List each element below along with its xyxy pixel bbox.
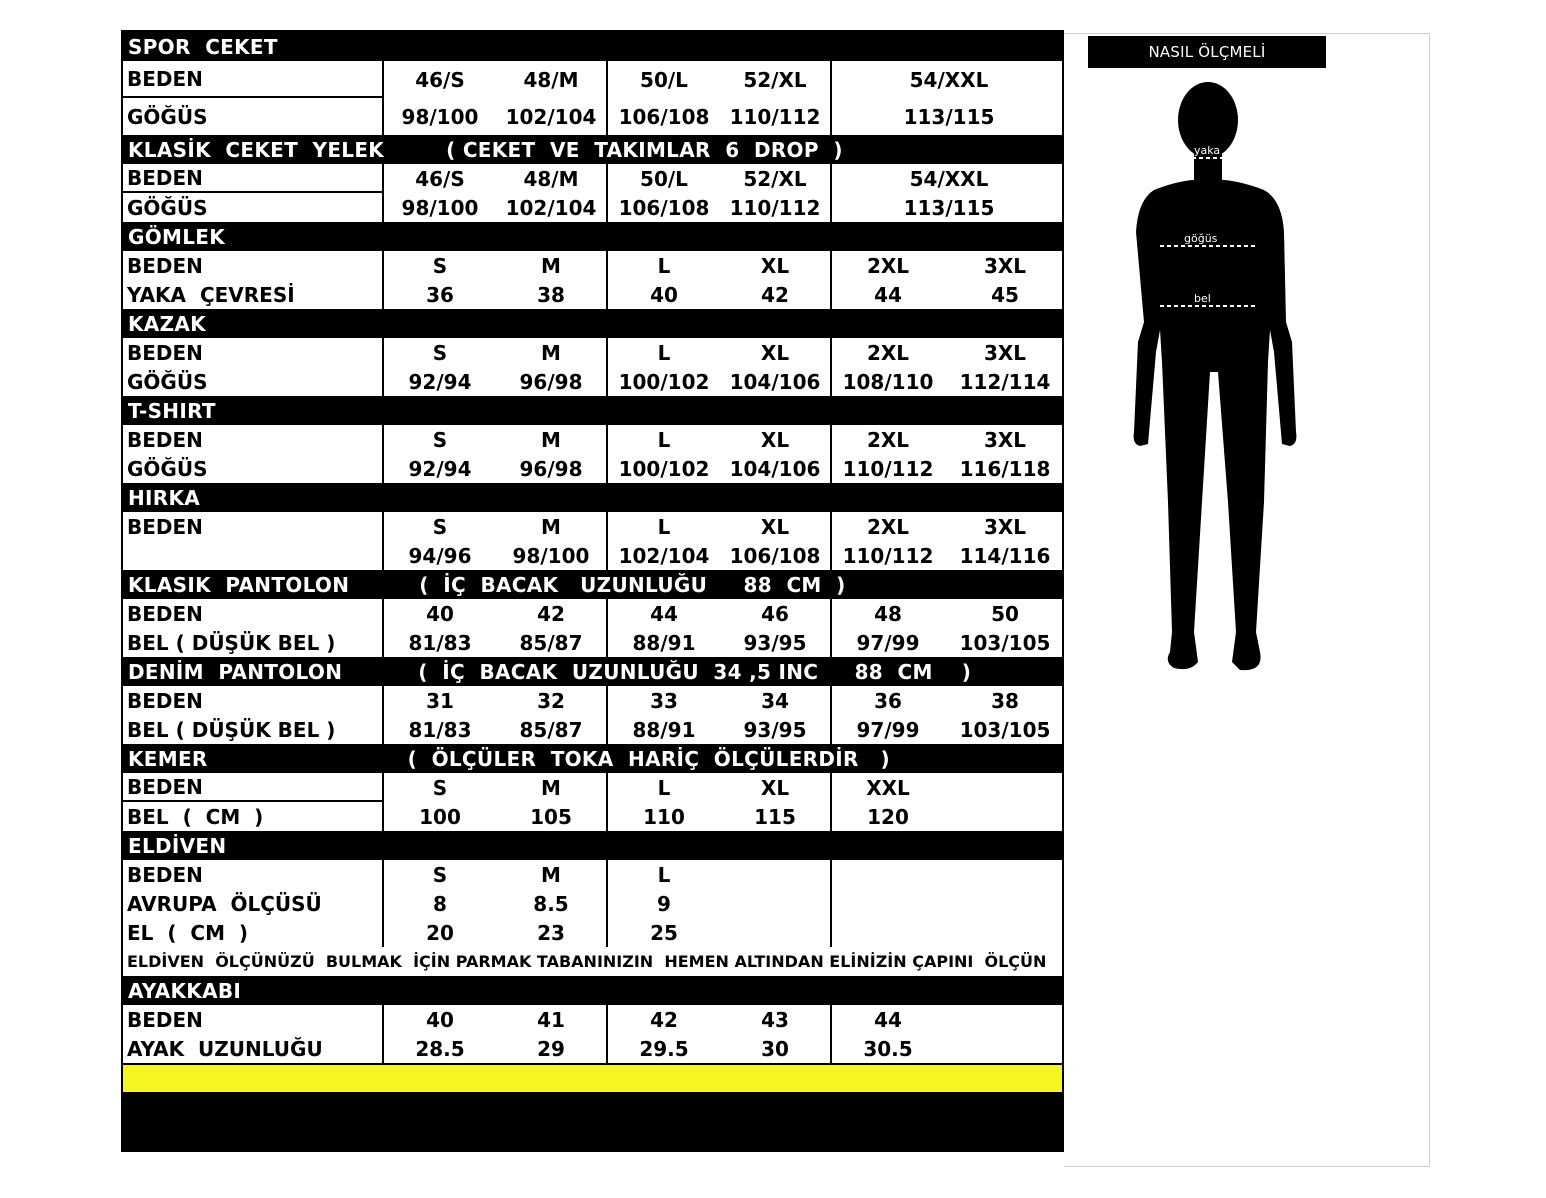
table-cell: L	[657, 514, 671, 539]
table-cell	[832, 860, 1066, 889]
section-title: HIRKA	[128, 485, 201, 510]
row-label: YAKA ÇEVRESİ	[123, 280, 384, 309]
table-row	[123, 686, 1062, 715]
table-cell: 103/105	[959, 717, 1051, 742]
table-cell: 44	[874, 282, 902, 307]
table-cell: 42	[650, 1007, 678, 1032]
table-row	[123, 61, 1062, 98]
table-cell: 3XL	[983, 340, 1027, 365]
table-cell: 44	[874, 1007, 902, 1032]
table-cell: 45	[991, 282, 1019, 307]
table-cell: XL	[720, 773, 832, 802]
table-cell: XL	[720, 512, 832, 541]
table-cell: 42	[720, 280, 832, 309]
table-row	[123, 425, 1062, 454]
table-cell: 108/110	[842, 369, 934, 394]
table-cell: 98/100	[401, 195, 479, 220]
table-cell: 88/91	[632, 630, 696, 655]
table-cell: 50/L	[640, 166, 688, 191]
section-title: GÖMLEK	[128, 224, 226, 249]
table-cell: 30	[720, 1034, 832, 1063]
table-cell: 94/96	[408, 543, 472, 568]
section-title: AYAKKABI	[128, 978, 242, 1003]
table-cell: 2XL	[866, 514, 910, 539]
table-cell: XL	[720, 251, 832, 280]
row-label: BEDEN	[123, 425, 384, 454]
table-cell: 110/112	[720, 98, 832, 135]
table-cell: 102/104	[618, 543, 710, 568]
table-cell: 40	[426, 601, 454, 626]
how-to-measure-panel	[1064, 33, 1430, 1167]
row-label: BEDEN	[123, 338, 384, 367]
section-header-eldiven	[123, 831, 1062, 860]
table-cell: S	[432, 427, 448, 452]
table-cell: S	[432, 775, 448, 800]
table-cell: S	[432, 340, 448, 365]
table-cell: 40	[650, 282, 678, 307]
section-title: KLASİK CEKET YELEK	[128, 137, 385, 162]
waist-label: bel	[1194, 292, 1211, 305]
footer-band	[123, 1092, 1062, 1152]
table-cell: 36	[874, 688, 902, 713]
table-cell: 23	[496, 918, 608, 947]
section-header-kazak	[123, 309, 1062, 338]
table-cell: XXL	[866, 775, 910, 800]
table-cell: M	[496, 860, 608, 889]
row-label: GÖĞÜS	[123, 193, 384, 222]
neck-label: yaka	[1194, 144, 1221, 157]
table-row	[123, 338, 1062, 367]
row-label: BEDEN	[123, 860, 384, 889]
table-cell: 106/108	[720, 541, 832, 570]
table-row	[123, 918, 1062, 947]
table-cell: 29	[496, 1034, 608, 1063]
table-cell: 81/83	[408, 630, 472, 655]
table-cell: S	[432, 862, 448, 887]
table-cell: 31	[426, 688, 454, 713]
row-label: BEDEN	[123, 164, 384, 193]
row-label: GÖĞÜS	[123, 367, 384, 396]
table-cell: 110	[643, 804, 685, 829]
section-title: T-SHIRT	[128, 398, 216, 423]
table-cell: 29.5	[639, 1036, 689, 1061]
table-row	[123, 251, 1062, 280]
row-label: BEDEN	[123, 599, 384, 628]
section-title: KLASIK PANTOLON	[128, 572, 350, 597]
table-row	[123, 889, 1062, 918]
table-cell: 8	[433, 891, 447, 916]
table-cell: 110/112	[720, 193, 832, 222]
glove-measuring-note: ELDİVEN ÖLÇÜNÜZÜ BULMAK İÇİN PARMAK TABANINIZIN HEMEN ALTINDAN ELİNİZİN ÇAPINI ÖLÇÜN	[127, 952, 1047, 971]
table-cell: 112/114	[959, 369, 1051, 394]
row-label	[123, 541, 384, 570]
table-cell: 25	[650, 920, 678, 945]
table-cell: 50/L	[640, 67, 688, 92]
row-label: BEDEN	[123, 686, 384, 715]
section-note: ( İÇ BACAK UZUNLUĞU 88 CM )	[419, 572, 846, 597]
table-cell: 2XL	[866, 253, 910, 278]
row-label: BEL ( DÜŞÜK BEL )	[123, 715, 384, 744]
section-title: DENİM PANTOLON	[128, 659, 343, 684]
table-cell: 106/108	[618, 195, 710, 220]
table-cell: XL	[720, 425, 832, 454]
table-cell: 115	[720, 802, 832, 831]
table-cell: 105	[496, 802, 608, 831]
table-cell: L	[657, 253, 671, 278]
table-cell: 28.5	[415, 1036, 465, 1061]
table-cell: 48/M	[496, 164, 608, 193]
table-cell: 32	[496, 686, 608, 715]
yellow-band	[123, 1063, 1062, 1092]
table-cell: 81/83	[408, 717, 472, 742]
row-label: AVRUPA ÖLÇÜSÜ	[123, 889, 384, 918]
table-cell: 52/XL	[720, 164, 832, 193]
row-label: BEDEN	[123, 512, 384, 541]
section-header-ayakkabi	[123, 976, 1062, 1005]
body-silhouette-icon	[1114, 72, 1314, 692]
table-cell: 38	[496, 280, 608, 309]
section-title: KEMER	[128, 746, 208, 771]
table-row	[123, 715, 1062, 744]
table-cell: M	[496, 773, 608, 802]
table-cell: 100/102	[618, 369, 710, 394]
row-label: BEDEN	[123, 773, 384, 802]
table-row	[123, 367, 1062, 396]
table-cell: 97/99	[856, 717, 920, 742]
table-cell: 40	[426, 1007, 454, 1032]
table-cell: 98/100	[496, 541, 608, 570]
table-cell: 42	[496, 599, 608, 628]
table-cell: 98/100	[401, 104, 479, 129]
table-cell: 20	[426, 920, 454, 945]
table-row	[123, 1005, 1062, 1034]
table-row	[123, 628, 1062, 657]
section-header-denim-pantolon	[123, 657, 1062, 686]
table-row	[123, 541, 1062, 570]
table-cell: 97/99	[856, 630, 920, 655]
table-cell	[720, 860, 832, 889]
table-cell: M	[496, 251, 608, 280]
table-row	[123, 164, 1062, 193]
table-cell: 100/102	[618, 456, 710, 481]
table-cell: L	[657, 862, 671, 887]
table-cell: 54/XXL	[909, 166, 989, 191]
table-row	[123, 860, 1062, 889]
table-cell: 88/91	[632, 717, 696, 742]
section-header-spor-ceket	[123, 32, 1062, 61]
table-cell: 92/94	[408, 456, 472, 481]
row-label: AYAK UZUNLUĞU	[123, 1034, 384, 1063]
row-label: EL ( CM )	[123, 918, 384, 947]
table-cell: L	[657, 340, 671, 365]
table-cell: 2XL	[866, 340, 910, 365]
table-row	[123, 193, 1062, 222]
row-label: BEL ( CM )	[123, 802, 384, 831]
table-cell: 110/112	[842, 456, 934, 481]
table-cell: 110/112	[842, 543, 934, 568]
table-cell: 38	[991, 688, 1019, 713]
table-cell: 113/115	[903, 195, 995, 220]
section-header-kemer	[123, 744, 1062, 773]
table-cell: 50	[991, 601, 1019, 626]
section-header-klasik-pantolon	[123, 570, 1062, 599]
table-cell: 2XL	[866, 427, 910, 452]
table-cell: L	[657, 775, 671, 800]
table-cell	[944, 773, 1066, 802]
row-label: GÖĞÜS	[123, 454, 384, 483]
table-cell: 92/94	[408, 369, 472, 394]
table-cell: 100	[419, 804, 461, 829]
section-title: ELDİVEN	[128, 833, 227, 858]
table-cell: 93/95	[720, 628, 832, 657]
table-cell: 116/118	[959, 456, 1051, 481]
section-title: KAZAK	[128, 311, 206, 336]
table-row	[123, 512, 1062, 541]
table-cell: M	[496, 512, 608, 541]
table-cell: XL	[720, 338, 832, 367]
table-cell: 85/87	[496, 715, 608, 744]
table-cell: 48	[874, 601, 902, 626]
table-cell	[720, 889, 832, 918]
table-cell: 85/87	[496, 628, 608, 657]
section-note: ( ÖLÇÜLER TOKA HARİÇ ÖLÇÜLERDİR )	[407, 746, 890, 771]
table-cell	[944, 1034, 1066, 1063]
table-cell: 114/116	[959, 543, 1051, 568]
section-header-t-shirt	[123, 396, 1062, 425]
table-cell: 48/M	[496, 61, 608, 98]
table-cell: M	[496, 338, 608, 367]
table-cell: 102/104	[496, 193, 608, 222]
table-cell: 9	[657, 891, 671, 916]
table-cell: 46/S	[415, 67, 465, 92]
table-cell: 104/106	[720, 454, 832, 483]
table-cell: 3XL	[983, 253, 1027, 278]
row-label: BEL ( DÜŞÜK BEL )	[123, 628, 384, 657]
table-cell: 113/115	[903, 104, 995, 129]
table-cell	[720, 918, 832, 947]
table-cell: S	[432, 514, 448, 539]
table-cell: 54/XXL	[909, 67, 989, 92]
table-cell: 34	[720, 686, 832, 715]
table-cell: 46	[720, 599, 832, 628]
table-cell: 36	[426, 282, 454, 307]
table-cell: 96/98	[496, 367, 608, 396]
table-cell	[832, 918, 1066, 947]
table-cell: 44	[650, 601, 678, 626]
table-cell: L	[657, 427, 671, 452]
table-row	[123, 802, 1062, 831]
table-cell: 41	[496, 1005, 608, 1034]
section-header-gomlek	[123, 222, 1062, 251]
table-cell	[832, 889, 1066, 918]
table-cell: 46/S	[415, 166, 465, 191]
table-cell: 96/98	[496, 454, 608, 483]
section-title: SPOR CEKET	[128, 34, 278, 59]
table-cell: 52/XL	[720, 61, 832, 98]
size-chart-table	[121, 30, 1064, 1152]
table-cell: 43	[720, 1005, 832, 1034]
row-label: BEDEN	[123, 251, 384, 280]
section-header-hirka	[123, 483, 1062, 512]
row-label: BEDEN	[123, 61, 384, 98]
section-header-klasik-ceket-yelek	[123, 135, 1062, 164]
table-row	[123, 599, 1062, 628]
table-cell: 120	[867, 804, 909, 829]
table-cell: 30.5	[863, 1036, 913, 1061]
table-cell: 102/104	[496, 98, 608, 135]
table-cell	[944, 1005, 1066, 1034]
how-to-measure-title: NASIL ÖLÇMELİ	[1088, 36, 1326, 68]
section-note: ( CEKET VE TAKIMLAR 6 DROP )	[446, 137, 843, 162]
row-label: BEDEN	[123, 1005, 384, 1034]
table-cell: S	[432, 253, 448, 278]
table-cell: 33	[650, 688, 678, 713]
table-cell: 8.5	[496, 889, 608, 918]
table-row	[123, 1034, 1062, 1063]
row-label: GÖĞÜS	[123, 98, 384, 135]
table-cell: 104/106	[720, 367, 832, 396]
table-cell: 93/95	[720, 715, 832, 744]
table-cell: 3XL	[983, 514, 1027, 539]
chest-label: göğüs	[1184, 232, 1218, 245]
table-row	[123, 773, 1062, 802]
table-row	[123, 280, 1062, 309]
table-cell: 3XL	[983, 427, 1027, 452]
table-cell	[944, 802, 1066, 831]
table-cell: 106/108	[618, 104, 710, 129]
table-row	[123, 454, 1062, 483]
table-cell: 103/105	[959, 630, 1051, 655]
table-row	[123, 98, 1062, 135]
section-note: ( İÇ BACAK UZUNLUĞU 34 ,5 INC 88 CM )	[418, 659, 972, 684]
table-cell: M	[496, 425, 608, 454]
